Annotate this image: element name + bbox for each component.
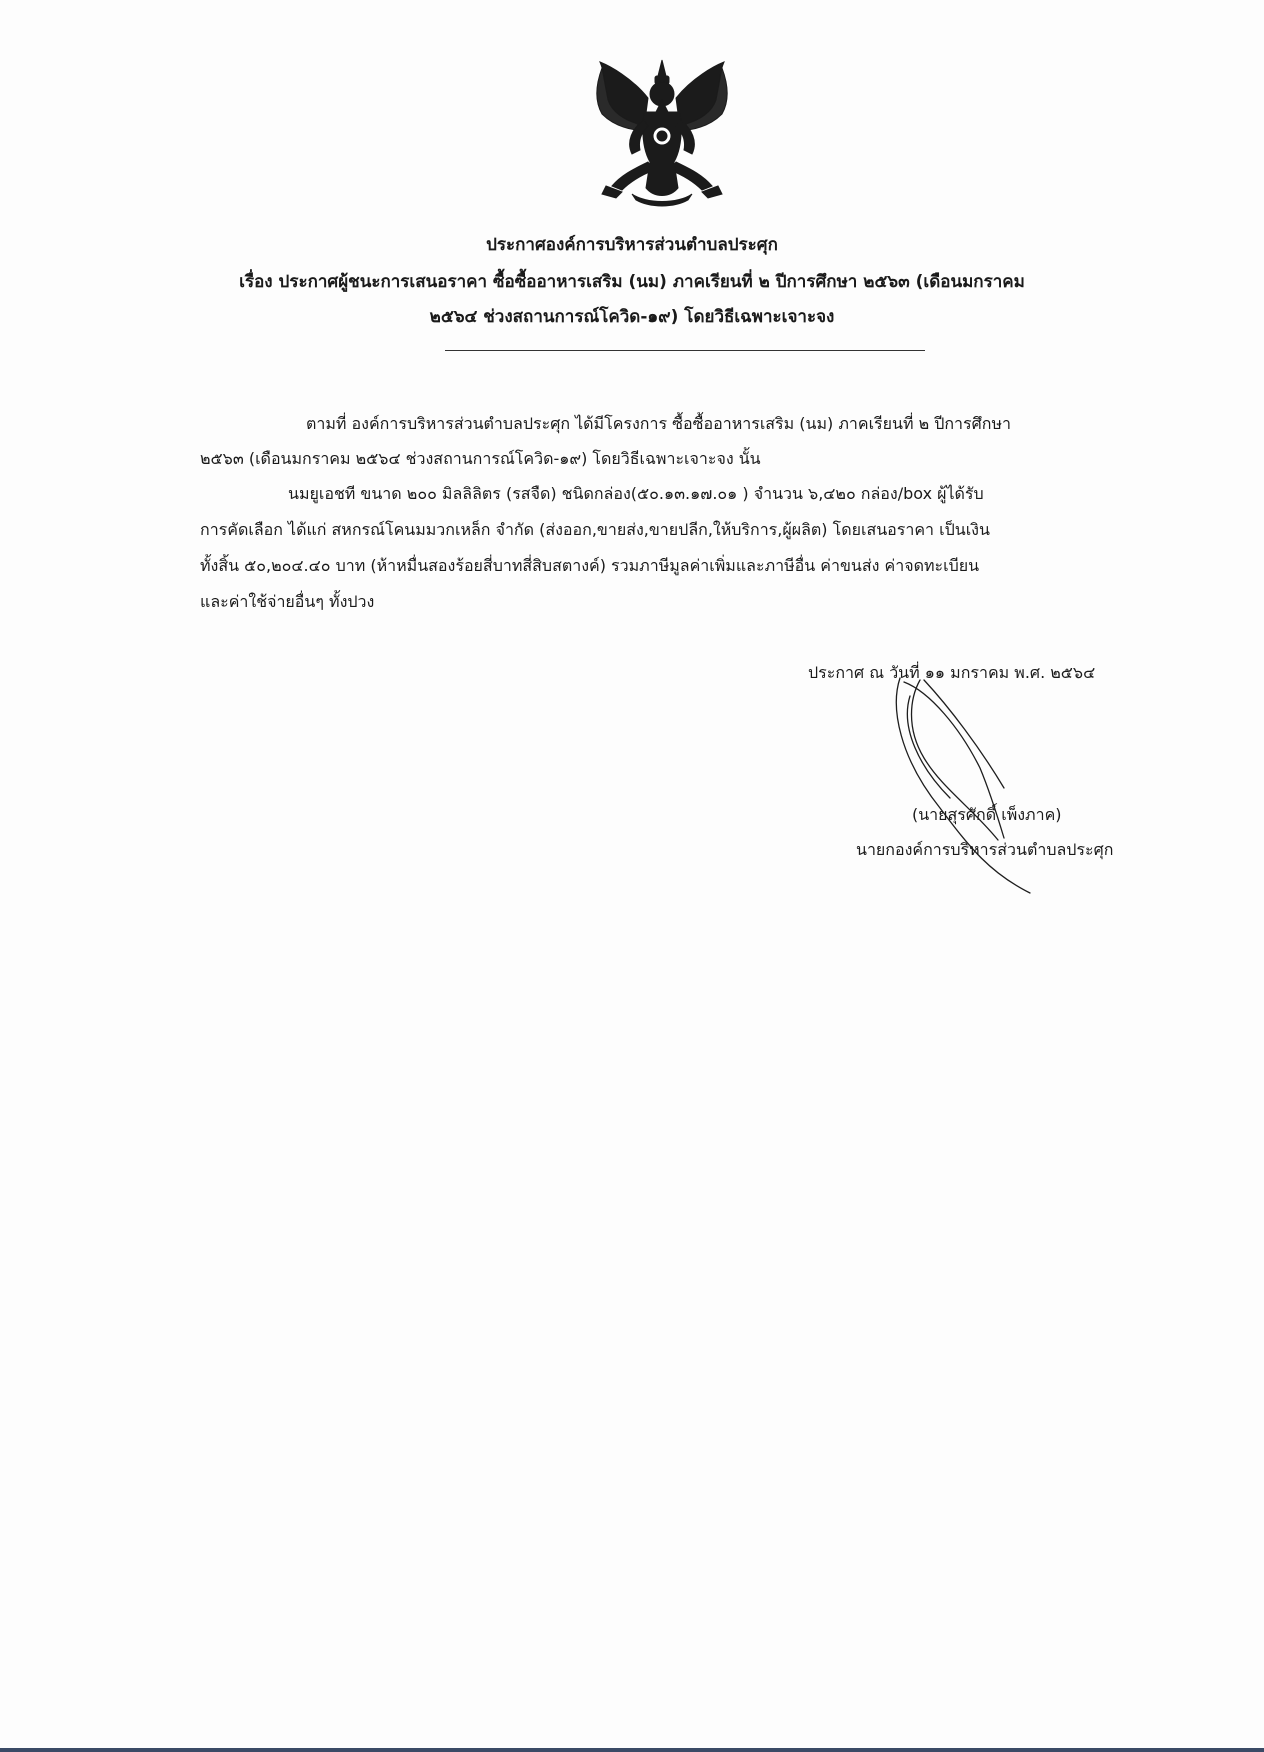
garuda-emblem-icon	[592, 58, 732, 208]
body-line-5: ทั้งสิ้น ๕๐,๒๐๔.๔๐ บาท (ห้าหมื่นสองร้อยสี่บาทสี่สิบสตางค์) รวมภาษีมูลค่าเพิ่มและภาษีอื่น ค่าขนส่ง ค่าจดทะเบียน	[200, 556, 980, 575]
body-line-3: นมยูเอชที ขนาด ๒๐๐ มิลลิลิตร (รสจืด) ชนิดกล่อง(๕๐.๑๓.๑๗.๐๑ ) จำนวน ๖,๔๒๐ กล่อง/box ผู้ได้รับ	[288, 484, 984, 503]
announcement-title: ประกาศองค์การบริหารส่วนตำบลประศุก	[486, 235, 778, 255]
body-line-6: และค่าใช้จ่ายอื่นๆ ทั้งปวง	[200, 592, 375, 611]
announcement-subject-line1: เรื่อง ประกาศผู้ชนะการเสนอราคา ซื้อซื้ออาหารเสริม (นม) ภาคเรียนที่ ๒ ปีการศึกษา ๒๕๖๓ (เดือนมกราคม	[239, 272, 1025, 292]
scan-bottom-edge	[0, 1748, 1264, 1752]
body-line-2: ๒๕๖๓ (เดือนมกราคม ๒๕๖๔ ช่วงสถานการณ์โควิด-๑๙) โดยวิธีเฉพาะเจาะจง นั้น	[200, 449, 761, 468]
body-line-4: การคัดเลือก ได้แก่ สหกรณ์โคนมมวกเหล็ก จำกัด (ส่งออก,ขายส่ง,ขายปลีก,ให้บริการ,ผู้ผลิต) โดยเสนอราคา เป็นเงิน	[200, 520, 990, 539]
title-divider	[445, 350, 925, 351]
announcement-date: ประกาศ ณ วันที่ ๑๑ มกราคม พ.ศ. ๒๕๖๔	[808, 663, 1096, 682]
announcement-subject-line2: ๒๕๖๔ ช่วงสถานการณ์โควิด-๑๙) โดยวิธีเฉพาะเจาะจง	[429, 307, 835, 327]
signatory-name: (นายสุรศักดิ์ เพ็งภาค)	[912, 805, 1062, 824]
body-line-1: ตามที่ องค์การบริหารส่วนตำบลประศุก ได้มีโครงการ ซื้อซื้ออาหารเสริม (นม) ภาคเรียนที่ ๒ ปีการศึกษา	[306, 414, 1011, 433]
signatory-position: นายกองค์การบริหารส่วนตำบลประศุก	[856, 840, 1114, 859]
